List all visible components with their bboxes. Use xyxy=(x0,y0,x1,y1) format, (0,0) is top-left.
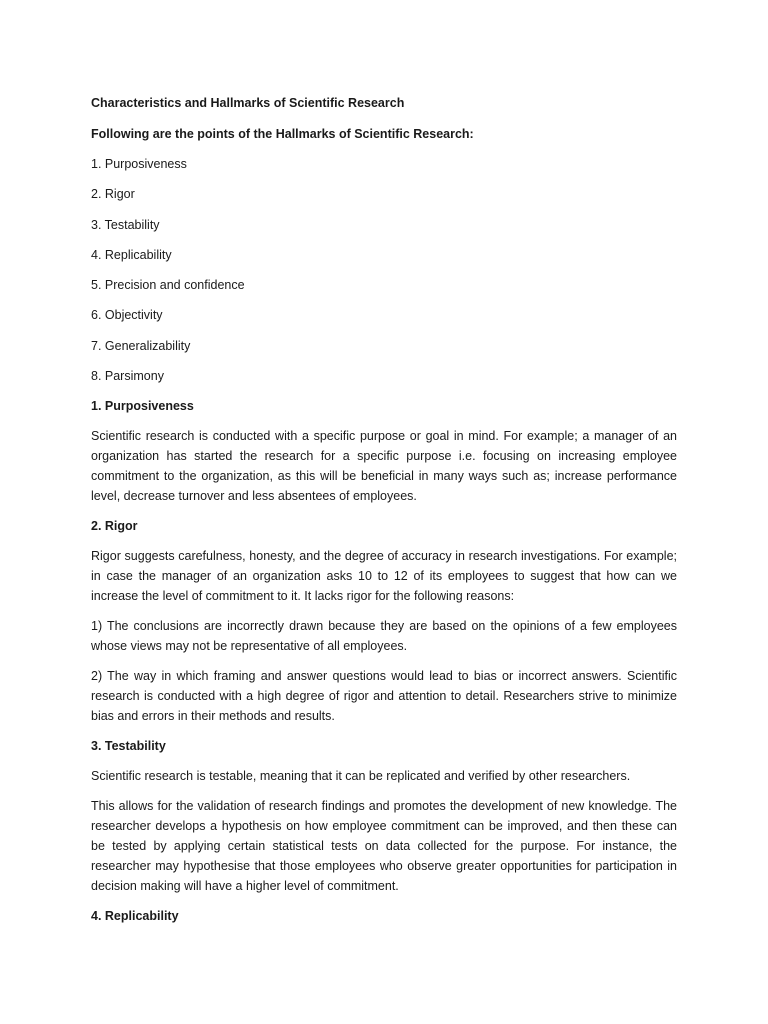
hallmarks-list xyxy=(91,154,677,386)
section-paragraph: 2) The way in which framing and answer questions would lead to bias or incorrect answers. Scientific research is conducted with a high degree of rigor and attention to detail. Researchers strive to minimize bias and errors in their methods and results. xyxy=(91,669,677,724)
document-subtitle: Following are the points of the Hallmarks of Scientific Research: xyxy=(91,127,474,141)
list-item: 1. Purposiveness xyxy=(91,157,187,171)
section-paragraph: Rigor suggests carefulness, honesty, and the degree of accuracy in research investigations. For example; in case the manager of an organization asks 10 to 12 of its employees to suggest that how can we increase the level of commitment to it. It lacks rigor for the following reasons: xyxy=(91,549,677,604)
section-heading: 3. Testability xyxy=(91,739,166,754)
section-heading: 2. Rigor xyxy=(91,519,138,534)
list-item: 8. Parsimony xyxy=(91,369,164,384)
section-heading: 1. Purposiveness xyxy=(91,399,194,414)
list-item: 3. Testability xyxy=(91,217,160,232)
list-item: 4. Replicability xyxy=(91,247,172,262)
list-item: 2. Rigor xyxy=(91,187,135,202)
document-title: Characteristics and Hallmarks of Scientific Research xyxy=(91,96,405,110)
list-item: 5. Precision and confidence xyxy=(91,278,245,293)
list-item: 6. Objectivity xyxy=(91,308,163,323)
section-heading: 4. Replicability xyxy=(91,909,179,924)
section-replicability xyxy=(91,906,677,926)
section-paragraph: Scientific research is testable, meaning that it can be replicated and verified by other researchers. xyxy=(91,769,631,784)
section-testability xyxy=(91,736,677,896)
section-paragraph: 1) The conclusions are incorrectly drawn because they are based on the opinions of a few employees whose views may not be representative of all employees. xyxy=(91,619,677,654)
list-item: 7. Generalizability xyxy=(91,338,191,353)
section-purposiveness xyxy=(91,396,677,506)
section-paragraph: This allows for the validation of research findings and promotes the development of new knowledge. The researcher develops a hypothesis on how employee commitment can be improved, and then these can be tested by applying certain statistical tests on data collected for the purpose. For instance, the researcher may hypothesise that those employees who observe greater opportunities for participation in decision making will have a higher level of commitment. xyxy=(91,799,677,894)
section-paragraph: Scientific research is conducted with a specific purpose or goal in mind. For example; a manager of an organization has started the research for a specific purpose i.e. focusing on increasing employee commitment to the organization, as this will be beneficial in many ways such as; increase performance level, decrease turnover and less absentees of employees. xyxy=(91,429,677,504)
section-rigor xyxy=(91,516,677,726)
document-page xyxy=(91,93,677,936)
